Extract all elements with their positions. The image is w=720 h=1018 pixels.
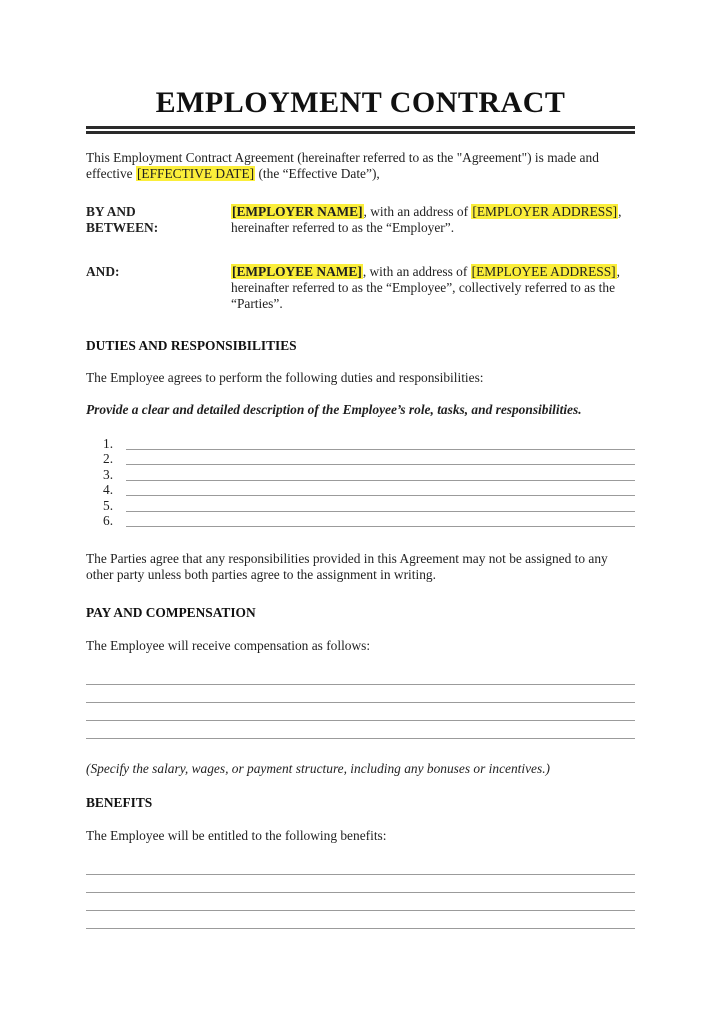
fill-in-line <box>126 449 635 450</box>
employee-rest-text: , hereinafter referred to as the “Employee”, collectively referred to as the “Parties”. <box>231 264 620 311</box>
employee-party-text <box>231 264 635 312</box>
benefits-blank-lines <box>86 857 635 929</box>
party-row-employer <box>86 204 635 236</box>
section-heading-pay: PAY AND COMPENSATION <box>86 605 256 620</box>
pay-lead-paragraph: The Employee will receive compensation as follows: <box>86 638 371 653</box>
party-row-employee <box>86 264 635 312</box>
fill-in-line <box>86 703 635 721</box>
fill-in-line <box>86 893 635 911</box>
employer-mid-text: , with an address of <box>363 204 472 219</box>
list-number: 3. <box>103 466 114 482</box>
fill-in-line <box>126 511 635 512</box>
party-label-and: AND: <box>86 264 120 279</box>
pay-blank-lines <box>86 667 635 739</box>
fill-in-line <box>126 495 635 496</box>
page-title: EMPLOYMENT CONTRACT <box>155 86 566 119</box>
benefits-lead-paragraph: The Employee will be entitled to the following benefits: <box>86 828 387 843</box>
effective-date-placeholder: [EFFECTIVE DATE] <box>136 166 255 181</box>
section-heading-duties: DUTIES AND RESPONSIBILITIES <box>86 338 297 353</box>
party-label-by-and-between: BY AND BETWEEN: <box>86 204 159 235</box>
fill-in-line <box>86 875 635 893</box>
list-item <box>103 436 635 452</box>
employer-name-placeholder: [EMPLOYER NAME] <box>232 204 363 219</box>
section-heading-benefits: BENEFITS <box>86 795 153 810</box>
list-number: 5. <box>103 497 114 513</box>
pay-instruction-note: (Specify the salary, wages, or payment structure, including any bonuses or incentives.) <box>86 761 550 776</box>
fill-in-line <box>86 685 635 703</box>
employee-name-placeholder: [EMPLOYEE NAME] <box>232 264 362 279</box>
list-item <box>103 514 635 530</box>
list-number: 1. <box>103 435 114 451</box>
list-item <box>103 483 635 499</box>
intro-paragraph <box>86 150 635 182</box>
duties-blank-list <box>103 436 635 529</box>
duties-lead-paragraph: The Employee agrees to perform the following duties and responsibilities: <box>86 370 484 385</box>
employer-address-placeholder: [EMPLOYER ADDRESS] <box>472 204 618 219</box>
intro-text-post: (the “Effective Date”), <box>255 166 380 181</box>
fill-in-line <box>86 857 635 875</box>
employee-address-placeholder: [EMPLOYEE ADDRESS] <box>471 264 616 279</box>
list-item <box>103 452 635 468</box>
fill-in-line <box>86 911 635 929</box>
list-number: 6. <box>103 513 114 528</box>
fill-in-line <box>126 526 635 527</box>
assignment-paragraph: The Parties agree that any responsibilities provided in this Agreement may not be assigned to any other party unless both parties agree to the assignment in writing. <box>86 551 608 582</box>
fill-in-line <box>86 667 635 685</box>
list-item <box>103 498 635 514</box>
fill-in-line <box>126 480 635 481</box>
list-number: 4. <box>103 482 114 497</box>
title-double-rule <box>86 126 635 134</box>
employer-rest-text: , hereinafter referred to as the “Employer”. <box>231 204 622 235</box>
employer-party-text <box>231 204 635 236</box>
list-item <box>103 467 635 483</box>
fill-in-line <box>86 721 635 739</box>
fill-in-line <box>126 464 635 465</box>
list-number: 2. <box>103 451 114 466</box>
intro-text-pre: This Employment Contract Agreement (hereinafter referred to as the "Agreement") is made and effective <box>86 150 599 181</box>
duties-instruction-note: Provide a clear and detailed description of the Employee’s role, tasks, and responsibilities. <box>86 402 582 417</box>
employee-mid-text: , with an address of <box>362 264 471 279</box>
